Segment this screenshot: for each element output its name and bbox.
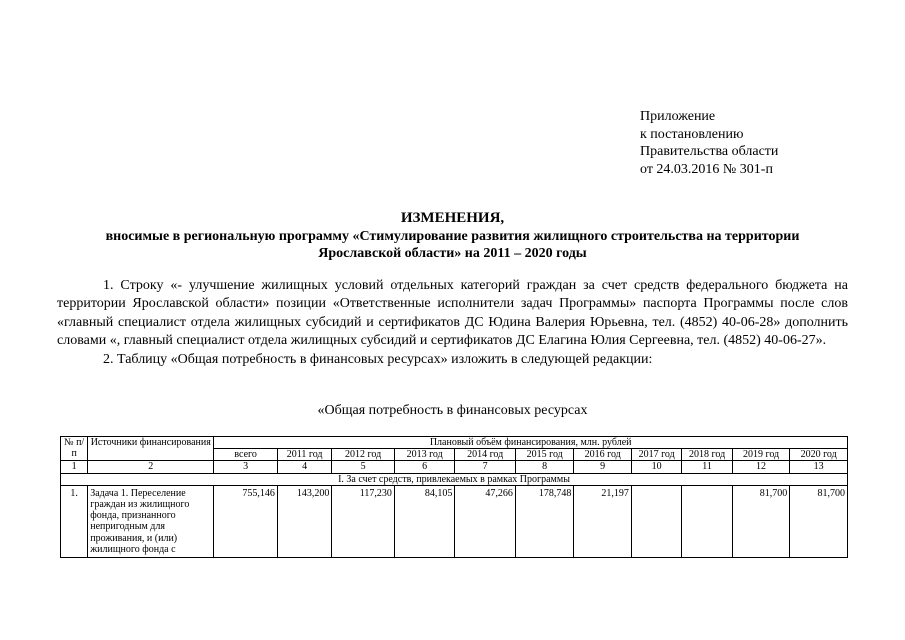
value-cell: 143,200 [277, 485, 331, 557]
column-number: 6 [394, 461, 455, 473]
column-number: 11 [682, 461, 732, 473]
row-name: Задача 1. Переселение граждан из жилищного фонда, признанного непригодным для проживания, и (или) жилищного фонда с [88, 485, 214, 557]
column-number: 13 [790, 461, 848, 473]
approval-line: Приложение [640, 109, 716, 124]
header-source: Источники финансирования [88, 437, 214, 461]
approval-line: от 24.03.2016 № 301-п [640, 161, 773, 177]
column-number: 12 [732, 461, 790, 473]
header-year: 2020 год [790, 449, 848, 461]
paragraph: 2. Таблицу «Общая потребность в финансовых ресурсах» изложить в следующей редакции: [103, 351, 653, 367]
title-line: Ярославской области» на 2011 – 2020 годы [318, 246, 587, 261]
value-cell: 178,748 [515, 485, 574, 557]
value-cell: 117,230 [332, 485, 395, 557]
column-number: 10 [631, 461, 681, 473]
approval-line: Правительства области [640, 144, 779, 159]
header-year: 2018 год [682, 449, 732, 461]
row-num: 1. [61, 485, 88, 557]
column-number: 3 [214, 461, 278, 473]
header-year: 2012 год [332, 449, 395, 461]
table-row [61, 485, 848, 557]
header-year: 2013 год [394, 449, 455, 461]
value-cell: 755,146 [214, 485, 278, 557]
header-total: всего [214, 449, 278, 461]
value-cell: 81,700 [732, 485, 790, 557]
value-cell [631, 485, 681, 557]
section-title: I. За счет средств, привлекаемых в рамках Программы [61, 473, 848, 485]
header-year: 2014 год [455, 449, 516, 461]
section-row [61, 473, 848, 485]
value-cell [682, 485, 732, 557]
title-heading: ИЗМЕНЕНИЯ, [400, 210, 505, 226]
title-line: вносимые в региональную программу «Стимулирование развития жилищного строительства на территории [105, 228, 800, 244]
finance-table [60, 436, 848, 558]
value-cell: 21,197 [574, 485, 632, 557]
document-title [0, 210, 905, 263]
paragraph: 1. Строку «- улучшение жилищных условий отдельных категорий граждан за счет средств федерального бюджета на территории Ярославской области» позиции «Ответственные исполнители задач Программы» паспорта Программы после слов «главный специалист отдела жилищных субсидий и сертификатов ДС Юдина Валерия Юрьевна, тел. (4852) 40-06-28» дополнить словами «, главный специалист отдела жилищных субсидий и сертификатов ДС Елагина Юлия Сергеевна, тел. (4852) 40-06-27». [57, 278, 848, 349]
value-cell: 84,105 [394, 485, 455, 557]
header-year: 2019 год [732, 449, 790, 461]
header-year: 2011 год [277, 449, 331, 461]
header-year: 2015 год [515, 449, 574, 461]
value-cell: 47,266 [455, 485, 516, 557]
column-number: 8 [515, 461, 574, 473]
column-number: 1 [61, 461, 88, 473]
column-number-row [61, 461, 848, 473]
header-year: 2017 год [631, 449, 681, 461]
header-num: № п/п [61, 437, 88, 461]
column-number: 5 [332, 461, 395, 473]
body-text [57, 277, 848, 369]
table-title: «Общая потребность в финансовых ресурсах [317, 403, 588, 418]
approval-line: к постановлению [640, 126, 744, 142]
column-number: 2 [88, 461, 214, 473]
table-header-row [61, 437, 848, 449]
value-cell: 81,700 [790, 485, 848, 557]
column-number: 7 [455, 461, 516, 473]
column-number: 9 [574, 461, 632, 473]
approval-block [640, 108, 778, 178]
header-year: 2016 год [574, 449, 632, 461]
header-planned: Плановый объём финансирования, млн. рублей [214, 437, 848, 449]
column-number: 4 [277, 461, 331, 473]
